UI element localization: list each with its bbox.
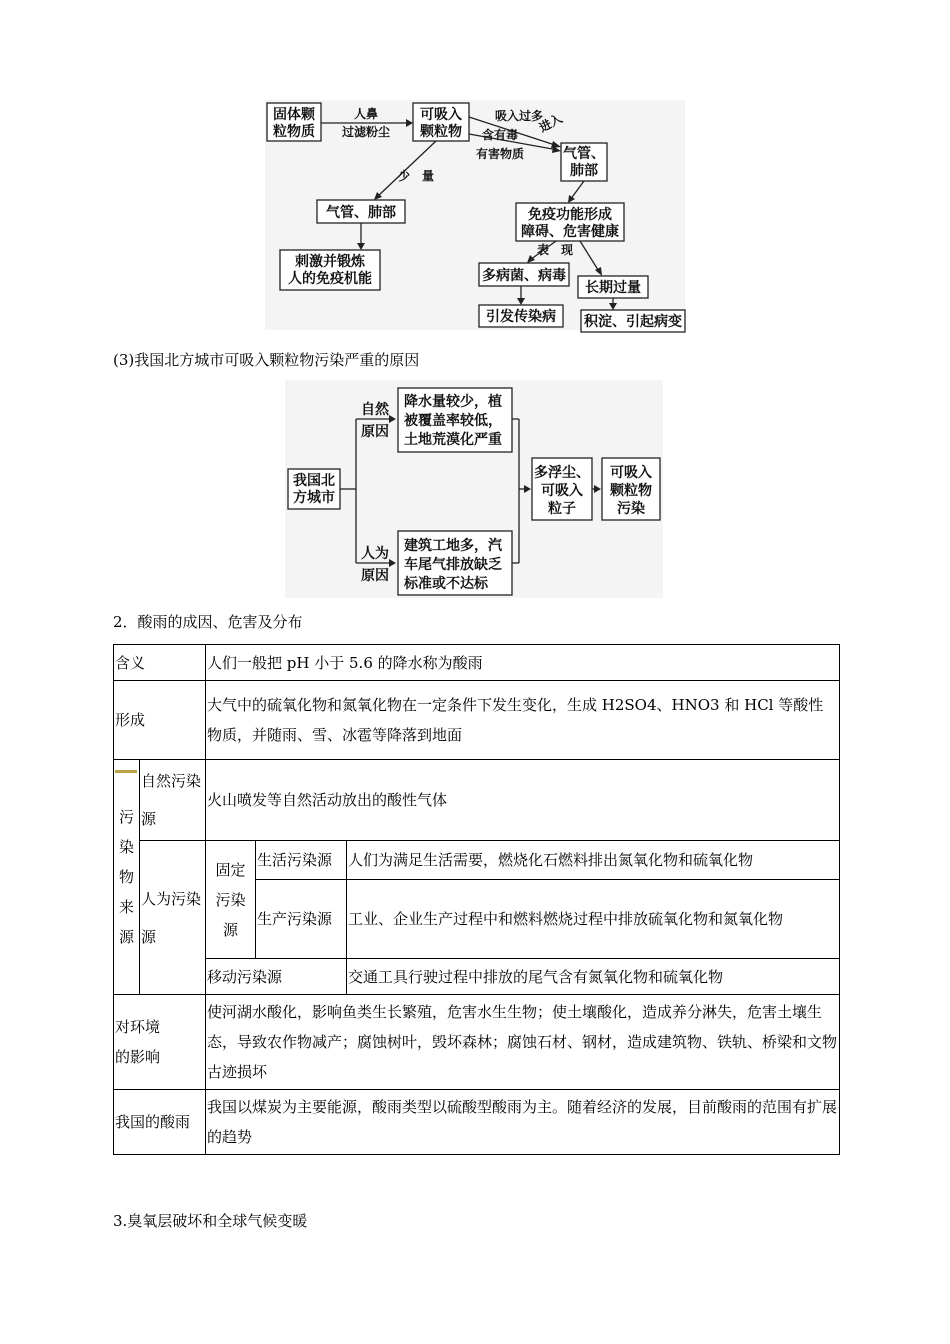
table-row xyxy=(114,1090,840,1155)
svg-text:车尾气排放缺乏: 车尾气排放缺乏 xyxy=(404,557,502,573)
north-city-cause-diagram xyxy=(0,0,950,620)
table-row xyxy=(114,995,840,1090)
svg-text:降水量较少，植: 降水量较少，植 xyxy=(404,394,502,410)
living-source-label: 生活污染源 xyxy=(256,841,347,880)
mobile-source-text: 交通工具行驶过程中排放的尾气含有氮氧化物和硫氧化物 xyxy=(347,959,840,995)
solid-line2: 粒物质 xyxy=(273,124,315,140)
svg-text:障碍、危害健康: 障碍、危害健康 xyxy=(521,224,619,240)
svg-text:刺激并锻炼: 刺激并锻炼 xyxy=(295,254,365,270)
impact-label: 对环境 的影响 xyxy=(114,995,206,1090)
svg-text:积淀、引起病变: 积淀、引起病变 xyxy=(584,314,682,330)
svg-text:被覆盖率较低，: 被覆盖率较低， xyxy=(404,413,502,429)
section-2-heading: 2．酸雨的成因、危害及分布 xyxy=(113,613,303,631)
svg-text:可吸入: 可吸入 xyxy=(420,107,462,123)
impact-text: 使河湖水酸化，影响鱼类生长繁殖，危害水生生物；使土壤酸化，造成养分淋失，危害土壤生态，导致农作物减产；腐蚀树叶，毁坏森林；腐蚀石材、钢材，造成建筑物、铁轨、桥梁和文物古迹损坏 xyxy=(206,995,840,1090)
section-3b-heading: 3.臭氧层破坏和全球气候变暖 xyxy=(113,1212,308,1230)
svg-text:多浮尘、: 多浮尘、 xyxy=(534,465,590,481)
svg-text:多病菌、病毒: 多病菌、病毒 xyxy=(482,268,566,284)
svg-text:土地荒漠化严重: 土地荒漠化严重 xyxy=(404,432,502,448)
svg-text:可吸入: 可吸入 xyxy=(610,465,652,481)
natural-source-label: 自然污染源 xyxy=(140,760,206,841)
source-label: 污 染 物 来 源 xyxy=(114,760,140,995)
svg-text:颗粒物: 颗粒物 xyxy=(610,483,652,499)
table-row xyxy=(114,645,840,681)
svg-text:吸入过多: 吸入过多 xyxy=(495,109,544,123)
formation-text: 大气中的硫氧化物和氮氧化物在一定条件下发生变化，生成 H2SO4、HNO3 和 HCl 等酸性物质，并随雨、雪、冰雹等降落到地面 xyxy=(206,681,840,760)
svg-text:建筑工地多，汽: 建筑工地多，汽 xyxy=(404,538,502,554)
svg-text:原因: 原因 xyxy=(361,424,389,440)
production-source-label: 生产污染源 xyxy=(256,880,347,959)
natural-source-text: 火山喷发等自然活动放出的酸性气体 xyxy=(206,760,840,841)
table-row xyxy=(114,681,840,760)
mobile-source-label: 移动污染源 xyxy=(206,959,347,995)
formation-label: 形成 xyxy=(114,681,206,760)
svg-text:有害物质: 有害物质 xyxy=(476,147,525,161)
svg-text:标准或不达标: 标准或不达标 xyxy=(404,576,488,592)
svg-text:人的免疫机能: 人的免疫机能 xyxy=(288,271,372,287)
svg-text:进入: 进入 xyxy=(536,111,565,135)
living-source-text: 人们为满足生活需要，燃烧化石燃料排出氮氧化物和硫氧化物 xyxy=(347,841,840,880)
svg-text:过滤粉尘: 过滤粉尘 xyxy=(341,125,391,139)
production-source-text: 工业、企业生产过程中和燃料燃烧过程中排放硫氧化物和氮氧化物 xyxy=(347,880,840,959)
svg-text:方城市: 方城市 xyxy=(293,490,335,506)
svg-text:污染: 污染 xyxy=(617,501,645,517)
table-row xyxy=(114,760,840,841)
svg-text:气管、: 气管、 xyxy=(563,146,605,162)
china-acid-rain-text: 我国以煤炭为主要能源，酸雨类型以硫酸型酸雨为主。随着经济的发展，目前酸雨的范围有扩展的趋势 xyxy=(206,1090,840,1155)
acid-rain-table xyxy=(113,644,840,1155)
svg-text:原因: 原因 xyxy=(361,568,389,584)
svg-text:长期过量: 长期过量 xyxy=(585,280,641,296)
svg-text:少 量: 少 量 xyxy=(398,169,435,183)
svg-text:人为: 人为 xyxy=(361,546,389,562)
svg-text:表 现: 表 现 xyxy=(537,243,574,257)
svg-text:肺部: 肺部 xyxy=(570,163,598,179)
solid-line1: 固体颗 xyxy=(273,107,315,123)
china-acid-rain-label: 我国的酸雨 xyxy=(114,1090,206,1155)
svg-text:可吸入: 可吸入 xyxy=(541,483,583,499)
meaning-text: 人们一般把 pH 小于 5.6 的降水称为酸雨 xyxy=(206,645,840,681)
table-row xyxy=(114,959,840,995)
svg-text:气管、肺部: 气管、肺部 xyxy=(326,205,396,221)
svg-text:粒子: 粒子 xyxy=(548,501,576,517)
section-3-heading: (3)我国北方城市可吸入颗粒物污染严重的原因 xyxy=(113,351,420,369)
svg-text:免疫功能形成: 免疫功能形成 xyxy=(528,207,612,223)
human-source-label: 人为污染源 xyxy=(140,841,206,995)
svg-text:颗粒物: 颗粒物 xyxy=(420,124,462,140)
fixed-source-label: 固定 污染 源 xyxy=(206,841,256,959)
svg-text:自然: 自然 xyxy=(361,402,389,418)
svg-text:我国北: 我国北 xyxy=(293,473,335,489)
table-row xyxy=(114,841,840,880)
svg-text:含有毒: 含有毒 xyxy=(482,128,519,142)
svg-text:引发传染病: 引发传染病 xyxy=(486,309,556,325)
meaning-label: 含义 xyxy=(114,645,206,681)
svg-text:人鼻: 人鼻 xyxy=(353,107,379,121)
